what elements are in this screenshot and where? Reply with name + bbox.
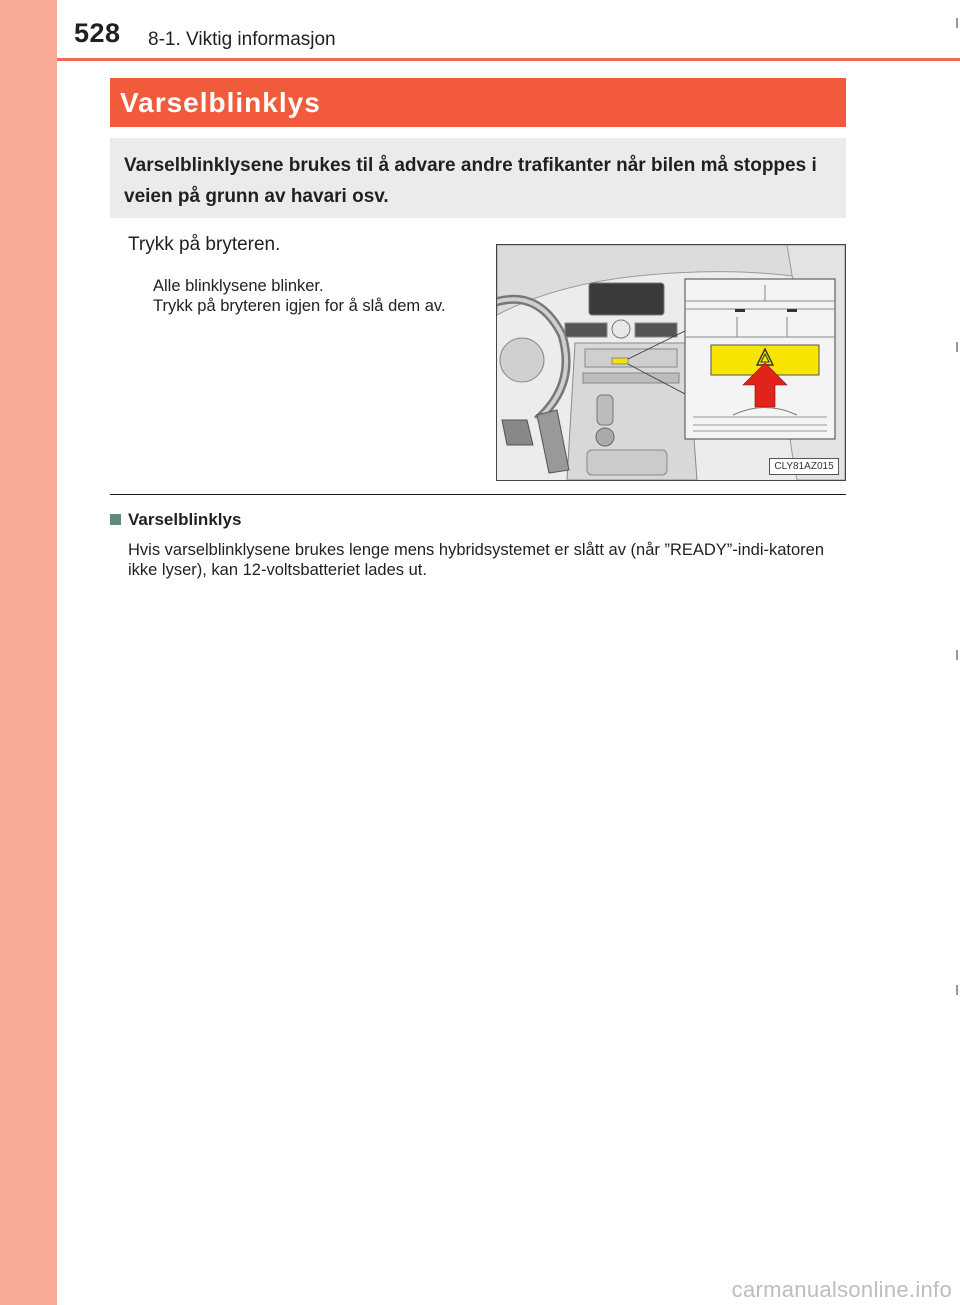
section-title: Varselblinklys	[110, 78, 846, 127]
intro-box: Varselblinklysene brukes til å advare andre trafikanter når bilen må stoppes i veien på grunn av havari osv.	[110, 138, 846, 218]
header-rule	[57, 58, 960, 61]
note-heading	[110, 510, 241, 530]
step-instruction: Trykk på bryteren.	[128, 234, 281, 255]
square-bullet-icon	[110, 514, 121, 525]
page-number: 528	[74, 18, 121, 48]
crop-mark	[956, 985, 958, 995]
crop-mark	[956, 650, 958, 660]
chapter-title: 8-1. Viktig informasjon	[148, 29, 336, 50]
step-detail-line: Alle blinklysene blinker.	[153, 277, 324, 295]
section-divider	[110, 494, 846, 495]
step-detail-line: Trykk på bryteren igjen for å slå dem av.	[153, 297, 446, 315]
dashboard-illustration	[496, 244, 846, 481]
note-heading-text: Varselblinklys	[128, 510, 242, 529]
illustration-code: CLY81AZ015	[769, 458, 839, 475]
side-tab-band	[0, 0, 57, 1305]
crop-mark	[956, 342, 958, 352]
dashboard-drawing	[497, 245, 845, 480]
step-detail	[153, 276, 446, 316]
hazard-switch-small	[612, 358, 628, 364]
watermark: carmanualsonline.info	[731, 1277, 952, 1302]
note-body: Hvis varselblinklysene brukes lenge mens hybridsystemet er slått av (når ”READY”-indi-katoren ikke lyser), kan 12-voltsbatteriet lades ut.	[128, 541, 825, 579]
crop-mark	[956, 18, 958, 28]
